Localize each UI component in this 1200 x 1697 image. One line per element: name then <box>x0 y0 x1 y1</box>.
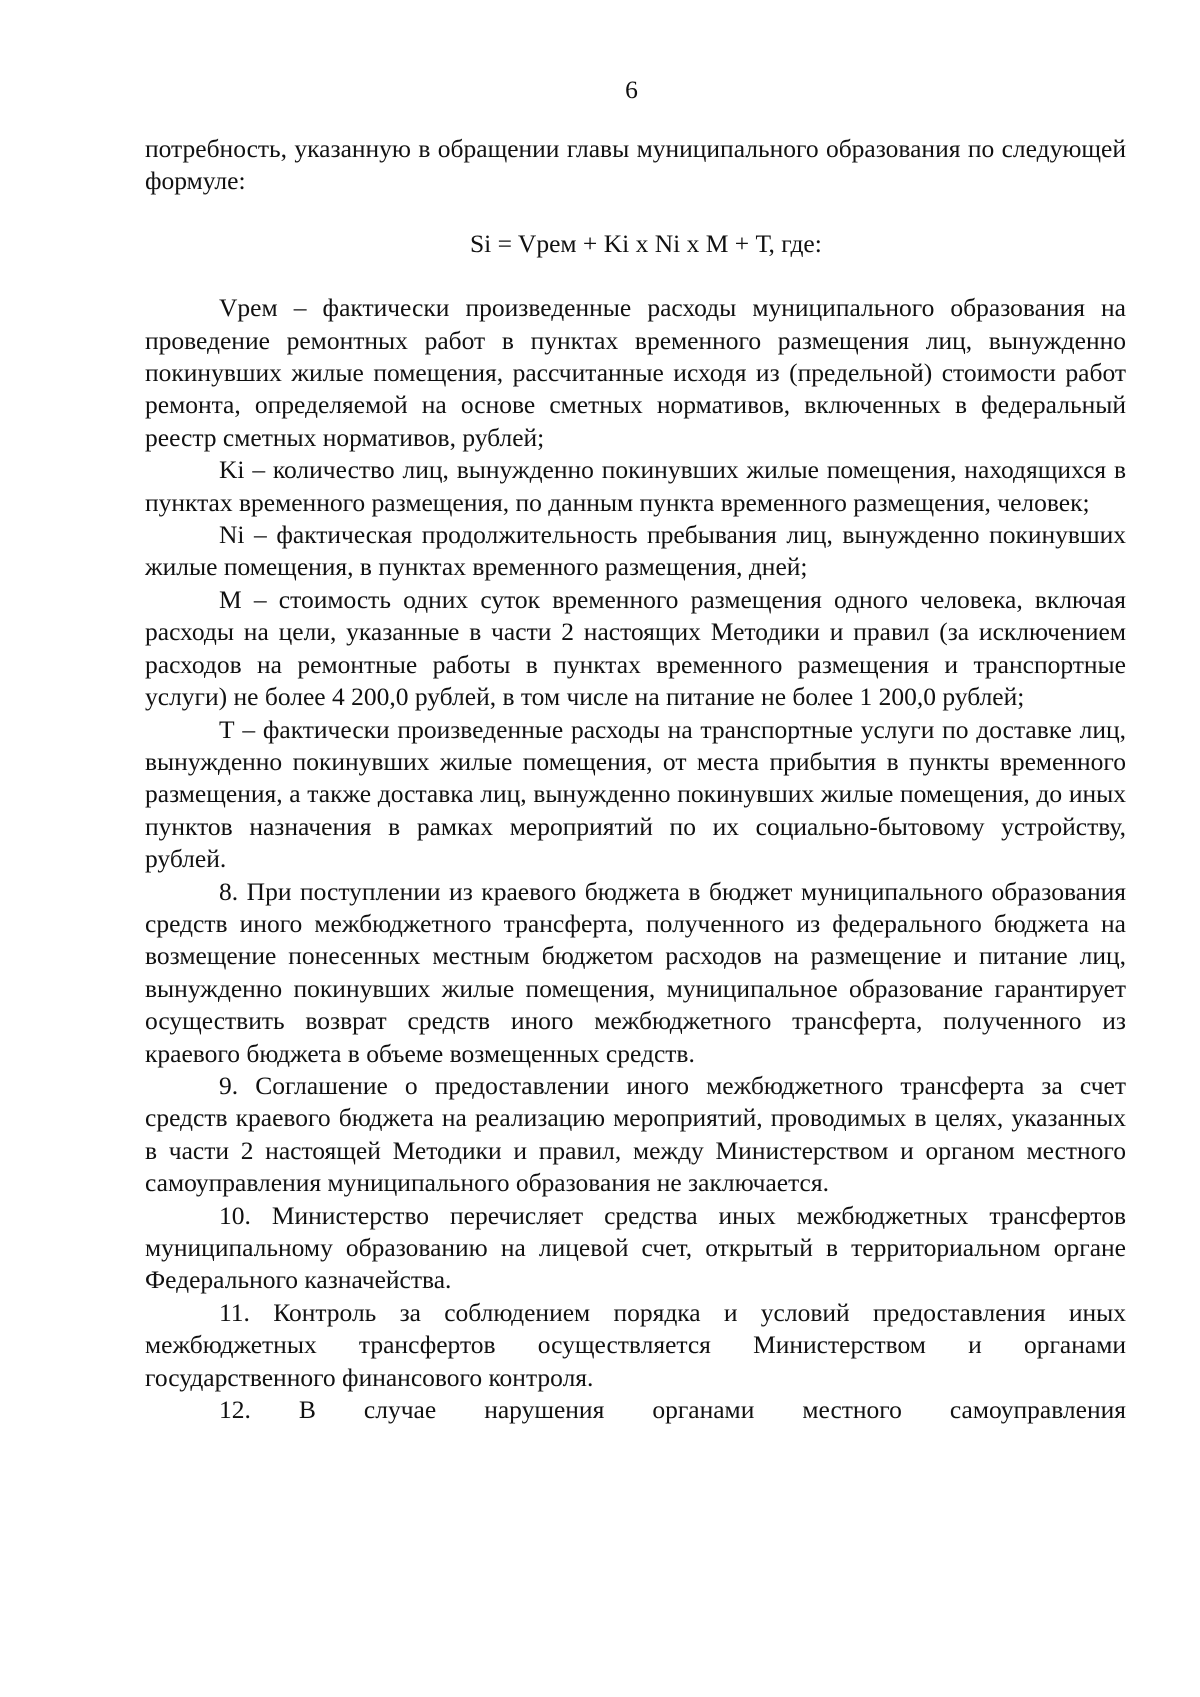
paragraph-m-definition: М – стоимость одних суток временного размещения одного человека, включая расходы на цели, указанные в части 2 настоящих Методики и правил (за исключением расходов на ремонтные работы в пунктах временного размещения и транспортные услуги) не более 4 200,0 рублей, в том числе на питание не более 1 200,0 рублей; <box>145 584 1126 712</box>
paragraph-item-11: 11. Контроль за соблюдением порядка и условий предоставления иных межбюджетных трансфертов осуществляется Министерством и органами государственного финансового контроля. <box>145 1297 1126 1392</box>
paragraph-ni-definition: Ni – фактическая продолжительность пребывания лиц, вынужденно покинувших жилые помещения, в пунктах временного размещения, дней; <box>145 520 1126 582</box>
paragraph-vrem-definition: Vрем – фактически произведенные расходы муниципального образования на проведение ремонтных работ в пунктах временного размещения лиц, вынужденно покинувших жилые помещения, рассчитанные исходя из (предельной) стоимости работ ремонта, определяемой на основе сметных нормативов, включенных в федеральный реестр сметных нормативов, рублей; <box>145 293 1126 452</box>
paragraph-item-8: 8. При поступлении из краевого бюджета в бюджет муниципального образования средств иного межбюджетного трансферта, полученного из федерального бюджета на возмещение понесенных местным бюджетом расходов на размещение и питание лиц, вынужденно покинувших жилые помещения, муниципальное образование гарантирует осуществить возврат средств иного межбюджетного трансферта, полученного из краевого бюджета в объеме возмещенных средств. <box>145 876 1126 1068</box>
paragraph-item-9: 9. Соглашение о предоставлении иного межбюджетного трансферта за счет средств краевого бюджета на реализацию мероприятий, проводимых в целях, указанных в части 2 настоящей Методики и правил, между Министерством и органом местного самоуправления муниципального образования не заключается. <box>145 1070 1126 1198</box>
paragraph-t-definition: Т – фактически произведенные расходы на транспортные услуги по доставке лиц, вынужденно покинувших жилые помещения, от места прибытия в пункты временного размещения, а также доставка лиц, вынужденно покинувших жилые помещения, до иных пунктов назначения в рамках мероприятий по их социально-бытовому устройству, рублей. <box>145 714 1126 874</box>
page-number: 6 <box>625 75 638 104</box>
document-body <box>145 133 1126 1426</box>
paragraph-item-10: 10. Министерство перечисляет средства иных межбюджетных трансфертов муниципальному образованию на лицевой счет, открытый в территориальном органе Федерального казначейства. <box>145 1200 1126 1295</box>
paragraph-intro: потребность, указанную в обращении главы муниципального образования по следующей формуле: <box>145 134 1126 196</box>
paragraph-ki-definition: Ki – количество лиц, вынужденно покинувших жилые помещения, находящихся в пунктах временного размещения, по данным пункта временного размещения, человек; <box>145 455 1126 517</box>
formula: Si = Vрем + Ki x Ni x М + Т, где: <box>470 228 822 258</box>
paragraph-item-12: 12. В случае нарушения органами местного самоуправления <box>219 1395 1126 1425</box>
